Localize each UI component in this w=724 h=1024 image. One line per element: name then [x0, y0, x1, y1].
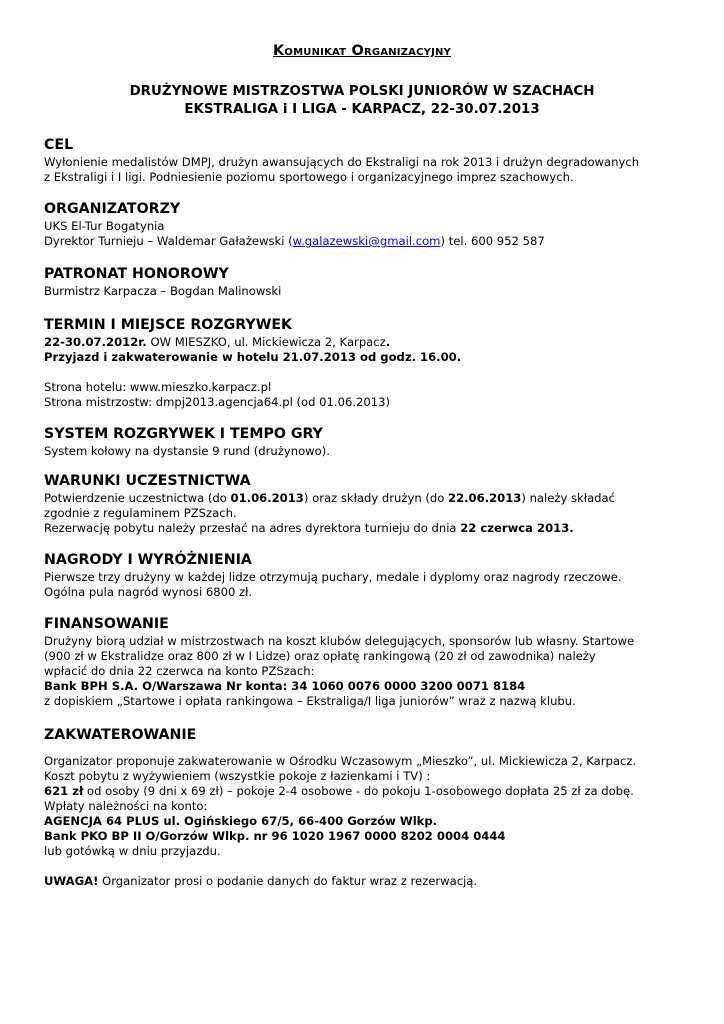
reservation-deadline: 22 czerwca 2013. [460, 521, 574, 535]
price-detail: od osoby (9 dni x 69 zł) – pokoje 2-4 osobowe - do pokoju 1-osobowego dopłata 25 zł za dobę. [83, 784, 634, 798]
finansowanie-line-5: z dopiskiem „Startowe i opłata rankingowa – Ekstraliga/I liga juniorów” wraz z nazwą klubu. [44, 694, 576, 708]
zakw-line-7: lub gotówką w dniu przyjazdu. [44, 844, 221, 858]
section-organizatorzy [44, 200, 684, 249]
finansowanie-line-1: Drużyny biorą udział w mistrzostwach na koszt klubów delegujących, sponsorów lub własny. Startowe [44, 634, 635, 648]
championship-site: Strona mistrzostw: dmpj2013.agencja64.pl (od 01.06.2013) [44, 395, 391, 409]
section-warunki [44, 472, 684, 536]
finansowanie-line-2: (900 zł w Ekstralidze oraz 800 zł w I Lidze) oraz opłatę rankingową (20 zł od zawodnika) należy [44, 649, 596, 663]
section-system [44, 425, 684, 459]
warunki-line-3 [44, 521, 684, 536]
section-zakwaterowanie [44, 726, 684, 889]
zakw-line-1: Organizator proponuje zakwaterowanie w Ośrodku Wczasowym „Mieszko”, ul. Mickiewicza 2, Karpacz. [44, 754, 637, 768]
nagrody-line-1: Pierwsze trzy drużyny w każdej lidze otrzymują puchary, medale i dyplomy oraz nagrody rzeczowe. [44, 570, 622, 584]
section-heading: FINANSOWANIE [44, 616, 169, 632]
termin-place: OW MIESZKO, ul. Mickiewicza 2, Karpacz [146, 335, 386, 349]
section-heading: CEL [44, 137, 74, 153]
confirm-deadline: 01.06.2013 [230, 491, 304, 505]
warunki-text: ) oraz składy drużyn (do [303, 491, 449, 505]
termin-date-line [44, 335, 684, 350]
nagrody-line-2: Ogólna pula nagród wynosi 6800 zł. [44, 585, 253, 599]
director-email-link[interactable]: w.galazewski@gmail.com [292, 234, 441, 248]
section-heading: WARUNKI UCZESTNICTWA [44, 473, 251, 489]
hotel-site: Strona hotelu: www.mieszko.karpacz.pl [44, 380, 272, 394]
cel-line-1: Wyłonienie medalistów DMPJ, drużyn awansujących do Ekstraligi na rok 2013 i drużyn degradowanych [44, 155, 640, 169]
warunki-line-2: zgodnie z regulaminem PZSzach. [44, 506, 237, 520]
document-title: Komunikat Organizacyjny [272, 43, 452, 59]
system-line: System kołowy na dystansie 9 rund (drużynowo). [44, 444, 330, 458]
director-text: Dyrektor Turnieju – Waldemar Gałażewski ( [44, 234, 293, 248]
zakw-line-4: Wpłaty należności na konto: [44, 799, 208, 813]
cel-line-2: z Ekstraligi i I ligi. Podniesienie poziomu sportowego i organizacyjnego imprez szachowych. [44, 170, 574, 184]
termin-dot: . [385, 335, 391, 349]
section-heading: ZAKWATEROWANIE [44, 727, 197, 743]
section-finansowanie [44, 615, 684, 709]
arrival-line: Przyjazd i zakwaterowanie w hotelu 21.07.2013 od godz. 16.00. [44, 350, 462, 364]
patronat-line: Burmistrz Karpacza – Bogdan Malinowski [44, 284, 282, 298]
finansowanie-line-3: wpłacić do dnia 22 czerwca na konto PZSzach: [44, 664, 315, 678]
note-text: Organizator prosi o podanie danych do faktur wraz z rezerwacją. [98, 874, 478, 888]
price: 621 zł [44, 784, 84, 798]
section-heading: NAGRODY I WYRÓŻNIENIA [44, 552, 252, 568]
section-heading: TERMIN I MIEJSCE ROZGRYWEK [44, 317, 293, 333]
warunki-text: Potwierdzenie uczestnictwa (do [44, 491, 231, 505]
agency-address: AGENCJA 64 PLUS ul. Ogińskiego 67/5, 66-400 Gorzów Wlkp. [44, 814, 438, 828]
subtitle-line-1: DRUŻYNOWE MISTRZOSTWA POLSKI JUNIORÓW W SZACHACH [129, 84, 595, 99]
section-termin [44, 316, 684, 410]
organizer-name: UKS El-Tur Bogatynia [44, 219, 165, 233]
note-label: UWAGA! [44, 874, 99, 888]
termin-date: 22-30.07.2012r. [44, 335, 147, 349]
note-line [44, 874, 684, 889]
lineup-deadline: 22.06.2013 [448, 491, 522, 505]
section-cel [44, 136, 684, 185]
warunki-text: Rezerwację pobytu należy przesłać na adres dyrektora turnieju do dnia [44, 521, 461, 535]
document-subtitle [0, 83, 724, 119]
section-heading: PATRONAT HONOROWY [44, 266, 229, 282]
zakw-line-2: Koszt pobytu z wyżywieniem (wszystkie pokoje z łazienkami i TV) : [44, 769, 431, 783]
section-heading: ORGANIZATORZY [44, 201, 181, 217]
bank-account: Bank BPH S.A. O/Warszawa Nr konta: 34 1060 0076 0000 3200 0071 8184 [44, 679, 526, 693]
section-patronat [44, 265, 684, 299]
bank-account-2: Bank PKO BP II O/Gorzów Wlkp. nr 96 1020 1967 0000 8202 0004 0444 [44, 829, 506, 843]
director-line [44, 234, 684, 249]
section-nagrody [44, 551, 684, 600]
subtitle-line-2: EKSTRALIGA i I LIGA - KARPACZ, 22-30.07.2013 [184, 102, 540, 117]
zakw-price-line [44, 784, 684, 799]
warunki-text: ) należy składać [521, 491, 616, 505]
director-phone: ) tel. 600 952 587 [440, 234, 545, 248]
warunki-line-1 [44, 491, 684, 506]
section-heading: SYSTEM ROZGRYWEK I TEMPO GRY [44, 426, 323, 442]
